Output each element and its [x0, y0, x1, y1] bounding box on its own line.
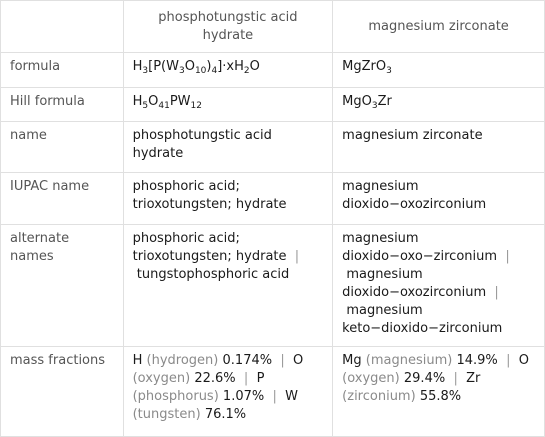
hill-formula-a: $H_5O_{41}PW_{12}$ [123, 88, 333, 122]
formula-b: MgZrO$_3$ [333, 53, 545, 88]
row-label-iupac-name: IUPAC name [1, 173, 124, 225]
row-formula [1, 53, 545, 88]
row-label-name: name [1, 122, 124, 173]
hill-formula-b: MgO$_3$Zr [333, 88, 545, 122]
name-a: phosphotungstic acid hydrate [123, 122, 333, 173]
alternate-names-b: magnesium dioxido−oxo−zirconium | magnesium dioxido−oxozirconium | magnesium keto−dioxido−zirconium [333, 225, 545, 347]
mass-fractions-a: H (hydrogen) 0.174% | O (oxygen) 22.6% | P (phosphorus) 1.07% | W (tungsten) 76.1% [123, 347, 333, 437]
row-mass-fractions [1, 347, 545, 437]
header-compound-b: magnesium zirconate [333, 1, 545, 53]
mass-fractions-b: Mg (magnesium) 14.9% | O (oxygen) 29.4% | Zr (zirconium) 55.8% [333, 347, 545, 437]
row-hill-formula [1, 88, 545, 122]
row-label-formula: formula [1, 53, 124, 88]
iupac-name-a: phosphoric acid; trioxotungsten; hydrate [123, 173, 333, 225]
row-name [1, 122, 545, 173]
alternate-names-a: phosphoric acid; trioxotungsten; hydrate | tungstophosphoric acid [123, 225, 333, 347]
name-b: magnesium zirconate [333, 122, 545, 173]
iupac-name-b: magnesium dioxido−oxozirconium [333, 173, 545, 225]
row-label-hill-formula: Hill formula [1, 88, 124, 122]
row-alternate-names [1, 225, 545, 347]
header-empty-cell [1, 1, 124, 53]
header-row [1, 1, 545, 53]
formula-a: $H_3[P(W_3O_{10})_4]\cdot xH_2O$ [123, 53, 333, 88]
row-iupac-name [1, 173, 545, 225]
row-label-mass-fractions: mass fractions [1, 347, 124, 437]
row-label-alternate-names: alternate names [1, 225, 124, 347]
header-compound-a: phosphotungstic acid hydrate [123, 1, 333, 53]
